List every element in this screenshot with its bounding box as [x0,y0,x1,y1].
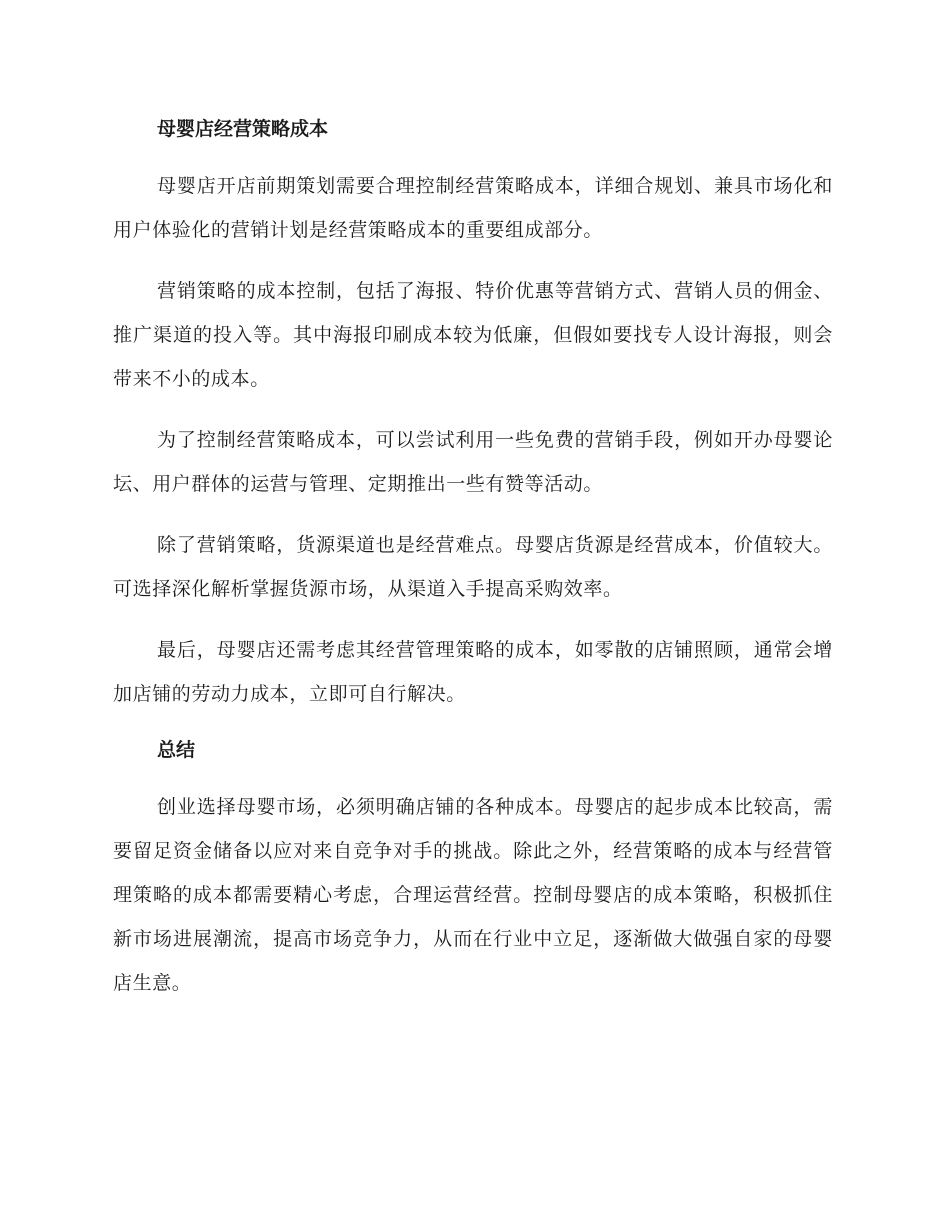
document-body [113,112,833,1022]
paragraph-2: 营销策略的成本控制，包括了海报、特价优惠等营销方式、营销人员的佣金、推广渠道的投入等。其中海报印刷成本较为低廉，但假如要找专人设计海报，则会带来不小的成本。 [113,280,833,390]
paragraph-1: 母婴店开店前期策划需要合理控制经营策略成本，详细合规划、兼具市场化和用户体验化的营销计划是经营策略成本的重要组成部分。 [113,175,833,241]
section-heading-summary: 总结 [157,739,196,761]
section-heading-cost-strategy: 母婴店经营策略成本 [157,118,329,140]
paragraph-3: 为了控制经营策略成本，可以尝试利用一些免费的营销手段，例如开办母婴论坛、用户群体的运营与管理、定期推出一些有赞等活动。 [113,429,833,495]
paragraph-4: 除了营销策略，货源渠道也是经营难点。母婴店货源是经营成本，价值较大。可选择深化解析掌握货源市场，从渠道入手提高采购效率。 [113,534,833,600]
paragraph-5: 最后，母婴店还需考虑其经营管理策略的成本，如零散的店铺照顾，通常会增加店铺的劳动力成本，立即可自行解决。 [113,639,833,705]
summary-paragraph: 创业选择母婴市场，必须明确店铺的各种成本。母婴店的起步成本比较高，需要留足资金储备以应对来自竞争对手的挑战。除此之外，经营策略的成本与经营管理策略的成本都需要精心考虑，合理运营经营。控制母婴店的成本策略，积极抓住新市场进展潮流，提高市场竞争力，从而在行业中立足，逐渐做大做强自家的母婴店生意。 [113,796,833,994]
